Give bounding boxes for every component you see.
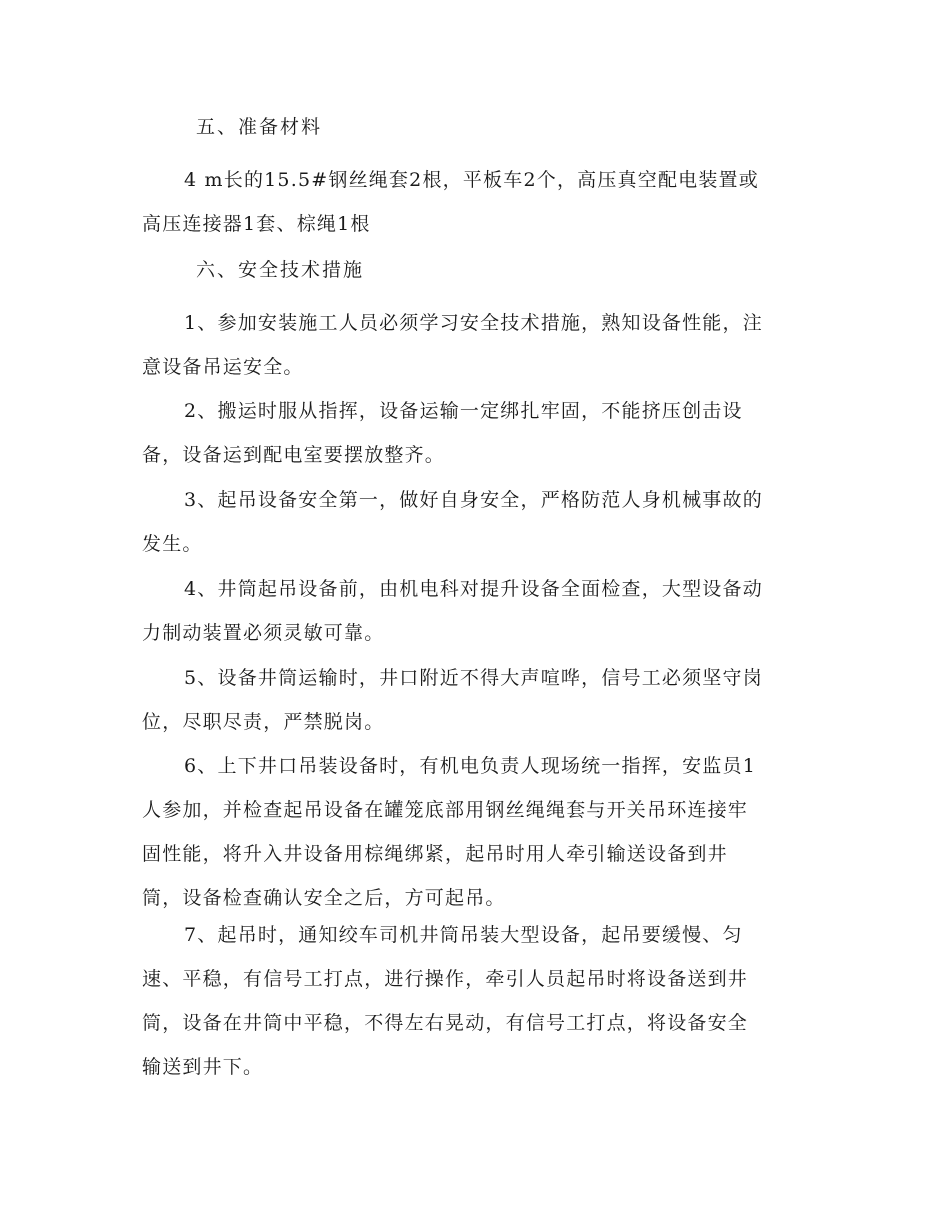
safety-item-1 <box>142 301 814 389</box>
safety-item-3 <box>142 478 814 566</box>
section-heading-safety: 六、安全技术措施 <box>196 259 365 281</box>
paragraph-line: 备，设备运到配电室要摆放整齐。 <box>142 444 446 466</box>
paragraph-line: 意设备吊运安全。 <box>142 356 304 378</box>
paragraph-line: 固性能，将升入井设备用棕绳绑紧，起吊时用人牵引输送设备到井 <box>142 843 728 865</box>
safety-item-7 <box>142 913 814 1089</box>
paragraph-line: 筒，设备检查确认安全之后，方可起吊。 <box>142 887 506 909</box>
section-heading-materials: 五、准备材料 <box>196 116 323 138</box>
paragraph-line: 3、起吊设备安全第一，做好自身安全，严格防范人身机械事故的 <box>184 489 763 511</box>
paragraph-line: 4 m长的15.5#钢丝绳套2根，平板车2个，高压真空配电装置或 <box>184 169 759 191</box>
paragraph-materials <box>142 158 814 246</box>
paragraph-line: 人参加，并检查起吊设备在罐笼底部用钢丝绳绳套与开关吊环连接牢 <box>142 799 749 821</box>
paragraph-line: 高压连接器1套、棕绳1根 <box>142 213 371 235</box>
paragraph-line: 输送到井下。 <box>142 1056 264 1078</box>
paragraph-line: 速、平稳，有信号工打点，进行操作，牵引人员起吊时将设备送到井 <box>142 968 749 990</box>
safety-item-5 <box>142 656 814 744</box>
safety-item-6 <box>142 744 814 920</box>
safety-item-2 <box>142 389 814 477</box>
paragraph-line: 4、井筒起吊设备前，由机电科对提升设备全面检查，大型设备动 <box>184 578 763 600</box>
paragraph-line: 1、参加安装施工人员必须学习安全技术措施，熟知设备性能，注 <box>184 312 763 334</box>
paragraph-line: 筒，设备在井筒中平稳，不得左右晃动，有信号工打点，将设备安全 <box>142 1012 749 1034</box>
paragraph-line: 6、上下井口吊装设备时，有机电负责人现场统一指挥，安监员1 <box>184 755 756 777</box>
paragraph-line: 7、起吊时，通知绞车司机井筒吊装大型设备，起吊要缓慢、匀 <box>184 924 743 946</box>
paragraph-line: 2、搬运时服从指挥，设备运输一定绑扎牢固，不能挤压创击设 <box>184 400 743 422</box>
paragraph-line: 5、设备井筒运输时，井口附近不得大声喧哗，信号工必须坚守岗 <box>184 667 763 689</box>
paragraph-line: 发生。 <box>142 533 203 555</box>
paragraph-line: 位，尽职尽责，严禁脱岗。 <box>142 711 385 733</box>
safety-item-4 <box>142 567 814 655</box>
paragraph-line: 力制动装置必须灵敏可靠。 <box>142 622 385 644</box>
